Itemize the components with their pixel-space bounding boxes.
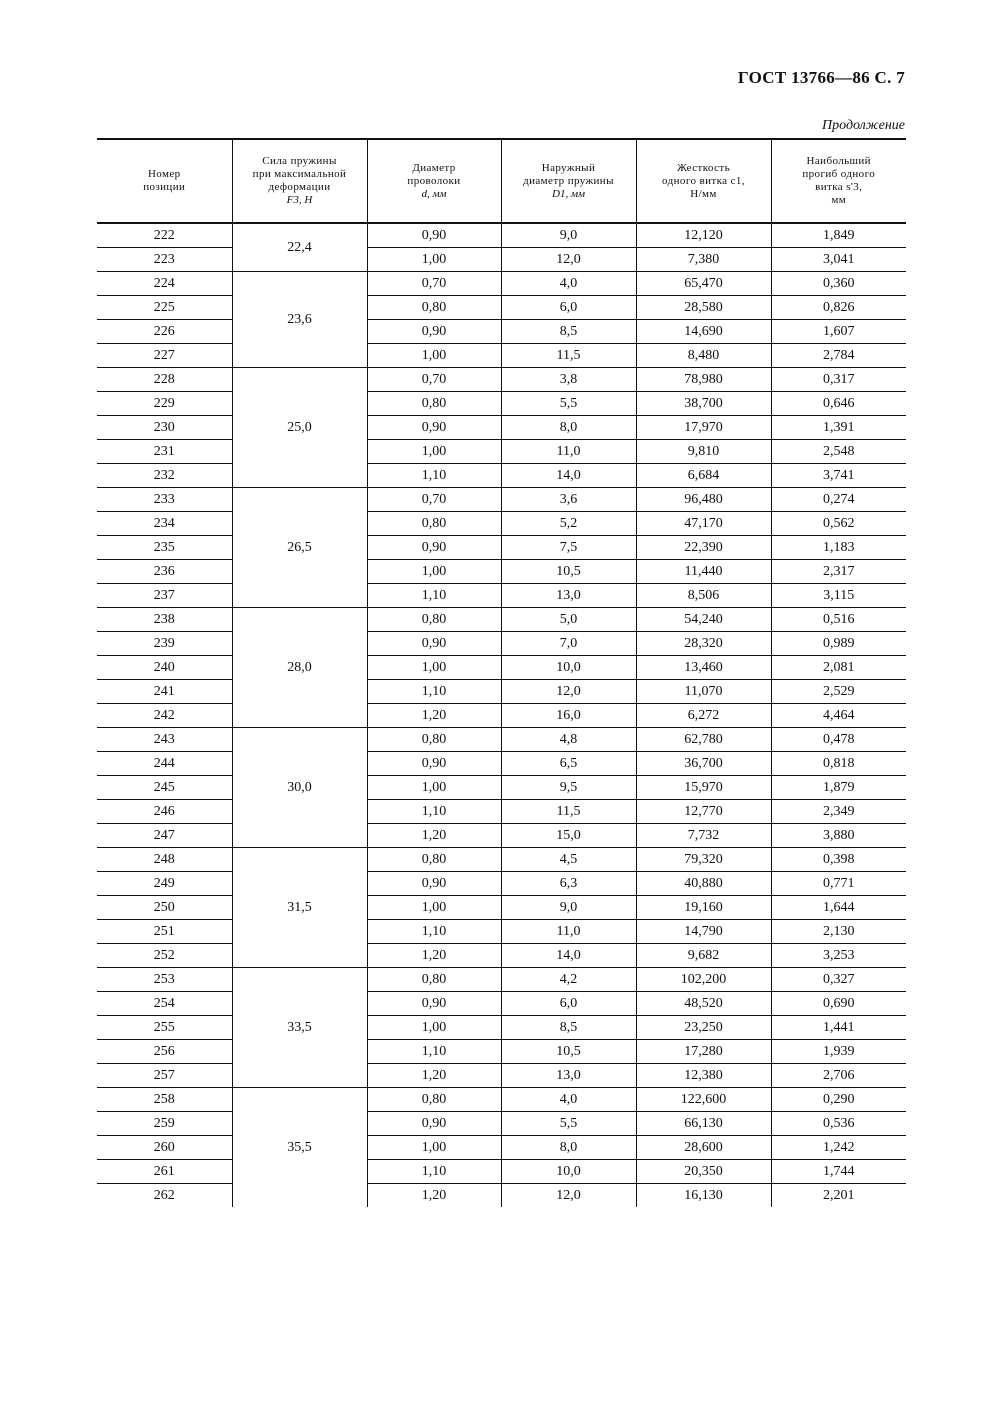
table-header-row: [97, 139, 906, 223]
max-deflection-cell: 3,115: [771, 584, 906, 608]
wire-diameter-cell: 0,80: [367, 848, 501, 872]
wire-diameter-cell: 0,70: [367, 488, 501, 512]
force-cell: 23,6: [232, 272, 367, 368]
wire-diameter-cell: 1,10: [367, 1160, 501, 1184]
outer-diameter-cell: 4,0: [501, 1088, 636, 1112]
stiffness-cell: 6,272: [636, 704, 771, 728]
position-cell: 230: [97, 416, 232, 440]
wire-diameter-cell: 1,10: [367, 1040, 501, 1064]
position-cell: 258: [97, 1088, 232, 1112]
stiffness-cell: 7,380: [636, 248, 771, 272]
outer-diameter-cell: 12,0: [501, 1184, 636, 1208]
stiffness-cell: 79,320: [636, 848, 771, 872]
position-cell: 251: [97, 920, 232, 944]
stiffness-cell: 20,350: [636, 1160, 771, 1184]
position-cell: 228: [97, 368, 232, 392]
outer-diameter-cell: 8,0: [501, 1136, 636, 1160]
max-deflection-cell: 0,360: [771, 272, 906, 296]
wire-diameter-cell: 0,90: [367, 1112, 501, 1136]
force-cell: 33,5: [232, 968, 367, 1088]
col-header-position: Номер позиции: [97, 139, 232, 223]
max-deflection-cell: 0,818: [771, 752, 906, 776]
table-row: [97, 800, 906, 824]
stiffness-cell: 13,460: [636, 656, 771, 680]
table-row: [97, 416, 906, 440]
outer-diameter-cell: 9,0: [501, 223, 636, 248]
stiffness-cell: 62,780: [636, 728, 771, 752]
outer-diameter-cell: 10,0: [501, 1160, 636, 1184]
outer-diameter-cell: 6,5: [501, 752, 636, 776]
max-deflection-cell: 3,741: [771, 464, 906, 488]
stiffness-cell: 22,390: [636, 536, 771, 560]
stiffness-cell: 28,580: [636, 296, 771, 320]
position-cell: 253: [97, 968, 232, 992]
stiffness-cell: 8,506: [636, 584, 771, 608]
stiffness-cell: 65,470: [636, 272, 771, 296]
stiffness-cell: 15,970: [636, 776, 771, 800]
table-row: [97, 512, 906, 536]
col-header-max-deflection: Наибольший прогиб одного витка s'3, мм: [771, 139, 906, 223]
spring-parameters-table: [97, 138, 906, 1207]
stiffness-cell: 28,600: [636, 1136, 771, 1160]
outer-diameter-cell: 12,0: [501, 248, 636, 272]
position-cell: 229: [97, 392, 232, 416]
stiffness-cell: 16,130: [636, 1184, 771, 1208]
outer-diameter-cell: 6,3: [501, 872, 636, 896]
position-cell: 247: [97, 824, 232, 848]
stiffness-cell: 48,520: [636, 992, 771, 1016]
wire-diameter-cell: 1,20: [367, 1064, 501, 1088]
outer-diameter-cell: 4,8: [501, 728, 636, 752]
stiffness-cell: 12,380: [636, 1064, 771, 1088]
wire-diameter-cell: 0,80: [367, 1088, 501, 1112]
wire-diameter-cell: 0,70: [367, 368, 501, 392]
wire-diameter-cell: 1,00: [367, 248, 501, 272]
max-deflection-cell: 0,274: [771, 488, 906, 512]
table-row: [97, 320, 906, 344]
wire-diameter-cell: 1,20: [367, 704, 501, 728]
outer-diameter-cell: 14,0: [501, 464, 636, 488]
stiffness-cell: 14,690: [636, 320, 771, 344]
outer-diameter-cell: 10,5: [501, 560, 636, 584]
wire-diameter-cell: 0,90: [367, 872, 501, 896]
table-row: [97, 824, 906, 848]
force-cell: 28,0: [232, 608, 367, 728]
wire-diameter-cell: 0,80: [367, 392, 501, 416]
position-cell: 233: [97, 488, 232, 512]
max-deflection-cell: 0,516: [771, 608, 906, 632]
outer-diameter-cell: 8,5: [501, 320, 636, 344]
wire-diameter-cell: 1,10: [367, 800, 501, 824]
table-row: [97, 920, 906, 944]
table-row: [97, 1136, 906, 1160]
outer-diameter-cell: 6,0: [501, 296, 636, 320]
position-cell: 241: [97, 680, 232, 704]
stiffness-cell: 12,770: [636, 800, 771, 824]
position-cell: 242: [97, 704, 232, 728]
outer-diameter-cell: 3,6: [501, 488, 636, 512]
outer-diameter-cell: 15,0: [501, 824, 636, 848]
table-row: [97, 896, 906, 920]
position-cell: 246: [97, 800, 232, 824]
table-row: [97, 944, 906, 968]
position-cell: 234: [97, 512, 232, 536]
stiffness-cell: 8,480: [636, 344, 771, 368]
max-deflection-cell: 1,441: [771, 1016, 906, 1040]
outer-diameter-cell: 11,0: [501, 920, 636, 944]
position-cell: 237: [97, 584, 232, 608]
position-cell: 262: [153, 1188, 175, 1203]
outer-diameter-cell: 5,5: [501, 1112, 636, 1136]
max-deflection-cell: 0,398: [771, 848, 906, 872]
wire-diameter-cell: 0,80: [367, 608, 501, 632]
max-deflection-cell: 2,201: [771, 1184, 906, 1208]
wire-diameter-cell: 1,10: [367, 464, 501, 488]
table-row: [97, 872, 906, 896]
stiffness-cell: 6,684: [636, 464, 771, 488]
max-deflection-cell: 2,784: [771, 344, 906, 368]
stiffness-cell: 23,250: [636, 1016, 771, 1040]
stiffness-cell: 11,070: [636, 680, 771, 704]
max-deflection-cell: 1,391: [771, 416, 906, 440]
max-deflection-cell: 0,562: [771, 512, 906, 536]
table-row: [97, 1160, 906, 1184]
table-row: [97, 656, 906, 680]
table-row: [97, 1016, 906, 1040]
table-row: [97, 344, 906, 368]
table-row: [97, 440, 906, 464]
wire-diameter-cell: 1,10: [367, 920, 501, 944]
position-cell: 259: [97, 1112, 232, 1136]
wire-diameter-cell: 1,00: [367, 1136, 501, 1160]
table-row: [97, 392, 906, 416]
max-deflection-cell: 0,826: [771, 296, 906, 320]
position-cell: 250: [97, 896, 232, 920]
table-row: [97, 368, 906, 392]
table-row: [97, 560, 906, 584]
position-cell: 252: [97, 944, 232, 968]
wire-diameter-cell: 0,80: [367, 728, 501, 752]
wire-diameter-cell: 1,00: [367, 344, 501, 368]
stiffness-cell: 17,280: [636, 1040, 771, 1064]
outer-diameter-cell: 5,0: [501, 608, 636, 632]
wire-diameter-cell: 0,90: [367, 416, 501, 440]
table-row: [97, 488, 906, 512]
max-deflection-cell: 2,349: [771, 800, 906, 824]
col-header-wire-diameter: Диаметр проволоки d, мм: [367, 139, 501, 223]
col-header-stiffness: Жесткость одного витка c1, Н/мм: [636, 139, 771, 223]
position-cell: 227: [97, 344, 232, 368]
max-deflection-cell: 2,081: [771, 656, 906, 680]
position-cell: 236: [97, 560, 232, 584]
table-row: [97, 296, 906, 320]
max-deflection-cell: 0,317: [771, 368, 906, 392]
outer-diameter-cell: 9,0: [501, 896, 636, 920]
max-deflection-cell: 2,548: [771, 440, 906, 464]
table-row: [97, 272, 906, 296]
outer-diameter-cell: 5,2: [501, 512, 636, 536]
table-row: [97, 223, 906, 248]
table-body: [97, 223, 906, 1207]
stiffness-cell: 96,480: [636, 488, 771, 512]
outer-diameter-cell: 3,8: [501, 368, 636, 392]
outer-diameter-cell: 9,5: [501, 776, 636, 800]
table-row: [97, 776, 906, 800]
max-deflection-cell: 2,529: [771, 680, 906, 704]
outer-diameter-cell: 16,0: [501, 704, 636, 728]
wire-diameter-cell: 1,10: [367, 680, 501, 704]
position-cell: 261: [97, 1160, 232, 1184]
position-cell: 240: [97, 656, 232, 680]
position-cell: 226: [97, 320, 232, 344]
stiffness-cell: 122,600: [636, 1088, 771, 1112]
stiffness-cell: 36,700: [636, 752, 771, 776]
outer-diameter-cell: 13,0: [501, 1064, 636, 1088]
position-cell: 238: [97, 608, 232, 632]
wire-diameter-cell: 0,80: [367, 512, 501, 536]
wire-diameter-cell: 0,90: [367, 632, 501, 656]
wire-diameter-cell: 1,20: [367, 1184, 501, 1208]
position-cell: 256: [97, 1040, 232, 1064]
stiffness-cell: 102,200: [636, 968, 771, 992]
max-deflection-cell: 1,242: [771, 1136, 906, 1160]
table-row: [97, 728, 906, 752]
position-cell: 239: [97, 632, 232, 656]
outer-diameter-cell: 8,5: [501, 1016, 636, 1040]
position-cell: 257: [97, 1064, 232, 1088]
position-cell: 255: [97, 1016, 232, 1040]
position-cell: 260: [97, 1136, 232, 1160]
max-deflection-cell: 0,536: [771, 1112, 906, 1136]
wire-diameter-cell: 1,00: [367, 560, 501, 584]
force-cell: 30,0: [232, 728, 367, 848]
wire-diameter-cell: 0,80: [367, 296, 501, 320]
outer-diameter-cell: 5,5: [501, 392, 636, 416]
stiffness-cell: 9,810: [636, 440, 771, 464]
stiffness-cell: 40,880: [636, 872, 771, 896]
stiffness-cell: 54,240: [636, 608, 771, 632]
page-header: ГОСТ 13766—86 С. 7: [737, 68, 905, 87]
outer-diameter-cell: 14,0: [501, 944, 636, 968]
max-deflection-cell: 0,327: [771, 968, 906, 992]
max-deflection-cell: 2,706: [771, 1064, 906, 1088]
table-row: [97, 992, 906, 1016]
position-cell: 235: [97, 536, 232, 560]
col-header-outer-diameter: Наружный диаметр пружины D1, мм: [501, 139, 636, 223]
max-deflection-cell: 3,880: [771, 824, 906, 848]
wire-diameter-cell: 0,90: [367, 320, 501, 344]
table-row: [97, 1040, 906, 1064]
position-cell: 243: [97, 728, 232, 752]
wire-diameter-cell: 1,20: [367, 944, 501, 968]
outer-diameter-cell: 8,0: [501, 416, 636, 440]
max-deflection-cell: 0,690: [771, 992, 906, 1016]
wire-diameter-cell: 1,00: [367, 896, 501, 920]
stiffness-cell: 11,440: [636, 560, 771, 584]
outer-diameter-cell: 11,0: [501, 440, 636, 464]
table-row: [97, 632, 906, 656]
force-cell: 35,5: [232, 1088, 367, 1208]
table-row: [97, 536, 906, 560]
position-cell: 223: [97, 248, 232, 272]
max-deflection-cell: 1,879: [771, 776, 906, 800]
max-deflection-cell: 0,478: [771, 728, 906, 752]
force-cell: 22,4: [232, 223, 367, 272]
stiffness-cell: 14,790: [636, 920, 771, 944]
outer-diameter-cell: 7,0: [501, 632, 636, 656]
outer-diameter-cell: 11,5: [501, 344, 636, 368]
wire-diameter-cell: 1,20: [367, 824, 501, 848]
table-row: [97, 1184, 906, 1208]
outer-diameter-cell: 7,5: [501, 536, 636, 560]
col-header-force: Сила пружины при максимальной деформации F3, Н: [232, 139, 367, 223]
wire-diameter-cell: 0,90: [367, 536, 501, 560]
stiffness-cell: 47,170: [636, 512, 771, 536]
position-cell: 231: [97, 440, 232, 464]
max-deflection-cell: 2,317: [771, 560, 906, 584]
max-deflection-cell: 0,646: [771, 392, 906, 416]
force-cell: 26,5: [232, 488, 367, 608]
stiffness-cell: 28,320: [636, 632, 771, 656]
table-row: [97, 1064, 906, 1088]
position-cell: 249: [97, 872, 232, 896]
position-cell: 232: [97, 464, 232, 488]
table-row: [97, 608, 906, 632]
wire-diameter-cell: 0,90: [367, 992, 501, 1016]
max-deflection-cell: 1,607: [771, 320, 906, 344]
stiffness-cell: 19,160: [636, 896, 771, 920]
outer-diameter-cell: 11,5: [501, 800, 636, 824]
wire-diameter-cell: 0,80: [367, 968, 501, 992]
max-deflection-cell: 2,130: [771, 920, 906, 944]
position-cell: 254: [97, 992, 232, 1016]
table-row: [97, 1088, 906, 1112]
max-deflection-cell: 1,644: [771, 896, 906, 920]
position-cell: 224: [97, 272, 232, 296]
force-cell: 25,0: [232, 368, 367, 488]
table-row: [97, 848, 906, 872]
max-deflection-cell: 1,183: [771, 536, 906, 560]
table-row: [97, 680, 906, 704]
outer-diameter-cell: 12,0: [501, 680, 636, 704]
stiffness-cell: 7,732: [636, 824, 771, 848]
max-deflection-cell: 4,464: [771, 704, 906, 728]
outer-diameter-cell: 10,0: [501, 656, 636, 680]
max-deflection-cell: 3,253: [771, 944, 906, 968]
stiffness-cell: 66,130: [636, 1112, 771, 1136]
position-cell: 244: [97, 752, 232, 776]
max-deflection-cell: 0,771: [771, 872, 906, 896]
table-row: [97, 752, 906, 776]
wire-diameter-cell: 0,90: [367, 223, 501, 248]
stiffness-cell: 17,970: [636, 416, 771, 440]
max-deflection-cell: 1,849: [771, 223, 906, 248]
table-row: [97, 248, 906, 272]
wire-diameter-cell: 1,10: [367, 584, 501, 608]
table-row: [97, 464, 906, 488]
table-row: [97, 704, 906, 728]
position-cell: 222: [97, 223, 232, 248]
stiffness-cell: 78,980: [636, 368, 771, 392]
stiffness-cell: 12,120: [636, 223, 771, 248]
table-row: [97, 1112, 906, 1136]
max-deflection-cell: 1,939: [771, 1040, 906, 1064]
table-row: [97, 968, 906, 992]
wire-diameter-cell: 0,70: [367, 272, 501, 296]
table-row: [97, 584, 906, 608]
position-cell: 248: [97, 848, 232, 872]
outer-diameter-cell: 4,2: [501, 968, 636, 992]
max-deflection-cell: 0,989: [771, 632, 906, 656]
wire-diameter-cell: 1,00: [367, 440, 501, 464]
outer-diameter-cell: 10,5: [501, 1040, 636, 1064]
outer-diameter-cell: 13,0: [501, 584, 636, 608]
outer-diameter-cell: 4,0: [501, 272, 636, 296]
outer-diameter-cell: 4,5: [501, 848, 636, 872]
outer-diameter-cell: 6,0: [501, 992, 636, 1016]
wire-diameter-cell: 1,00: [367, 1016, 501, 1040]
stiffness-cell: 9,682: [636, 944, 771, 968]
max-deflection-cell: 3,041: [771, 248, 906, 272]
max-deflection-cell: 1,744: [771, 1160, 906, 1184]
position-cell: 245: [97, 776, 232, 800]
wire-diameter-cell: 1,00: [367, 656, 501, 680]
continuation-label: Продолжение: [822, 118, 905, 133]
wire-diameter-cell: 1,00: [367, 776, 501, 800]
wire-diameter-cell: 0,90: [367, 752, 501, 776]
stiffness-cell: 38,700: [636, 392, 771, 416]
force-cell: 31,5: [232, 848, 367, 968]
position-cell: 225: [97, 296, 232, 320]
max-deflection-cell: 0,290: [771, 1088, 906, 1112]
